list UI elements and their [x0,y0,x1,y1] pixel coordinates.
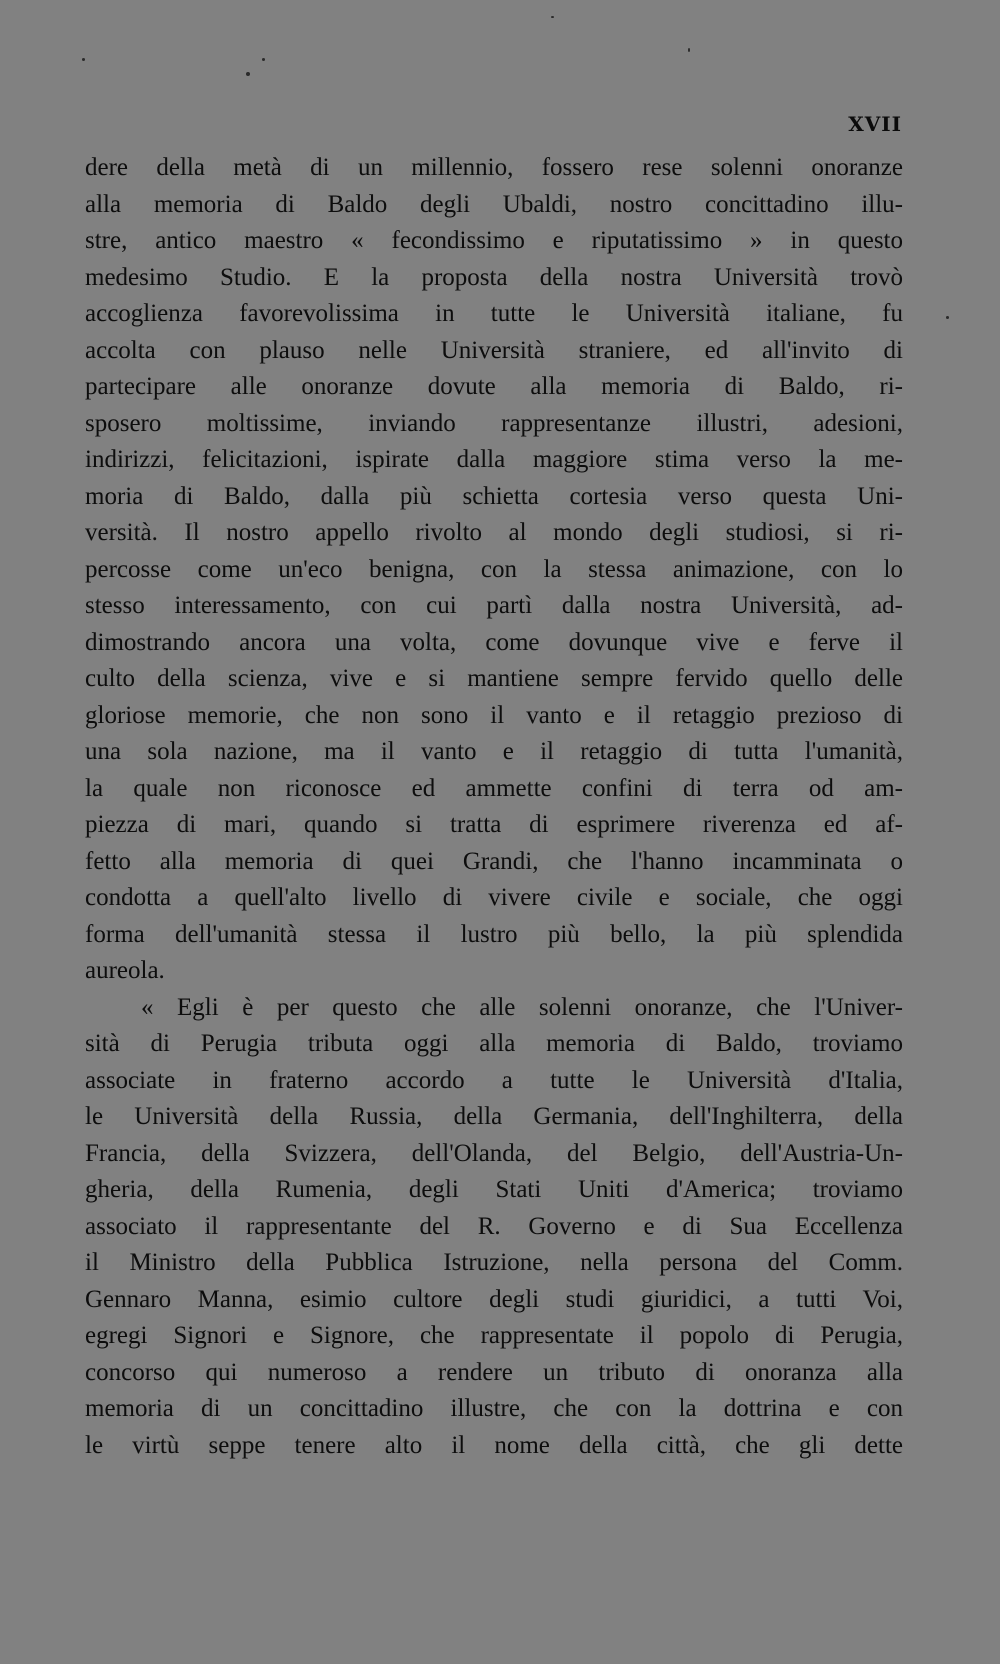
text-line: partecipare alle onoranze dovute alla memoria di Baldo, ri- [85,373,903,400]
text-line: indirizzi, felicitazioni, ispirate dalla maggiore stima verso la me- [85,446,903,473]
ink-speck [688,48,690,52]
ink-speck [262,58,265,61]
ink-speck [551,16,554,18]
text-line: piezza di mari, quando si tratta di esprimere riverenza ed af- [85,811,903,838]
text-line: Francia, della Svizzera, dell'Olanda, del Belgio, dell'Austria-Un- [85,1139,903,1167]
text-line: condotta a quell'alto livello di vivere civile e sociale, che oggi [85,884,903,911]
text-line: la quale non riconosce ed ammette confini di terra od am- [85,774,903,802]
text-line: dere della metà di un millennio, fossero rese solenni onoranze [85,154,903,181]
text-line: dimostrando ancora una volta, come dovunque vive e ferve il [85,628,903,656]
text-line: associato il rappresentante del R. Governo e di Sua Eccellenza [85,1212,903,1240]
text-line: alla memoria di Baldo degli Ubaldi, nostro concittadino illu- [85,190,903,218]
text-line: culto della scienza, vive e si mantiene sempre fervido quello delle [85,665,903,692]
text-line: sità di Perugia tributa oggi alla memoria di Baldo, troviamo [85,1030,903,1057]
ink-speck [82,58,85,61]
body-text [85,150,903,1464]
text-line: forma dell'umanità stessa il lustro più bello, la più splendida [85,920,903,948]
ink-speck [946,316,949,319]
text-line: accolta con plauso nelle Università straniere, ed all'invito di [85,336,903,364]
text-line: « Egli è per questo che alle solenni onoranze, che l'Univer- [141,993,903,1021]
text-line: gheria, della Rumenia, degli Stati Uniti d'America; troviamo [85,1176,903,1203]
text-line: le Università della Russia, della Germania, dell'Inghilterra, della [85,1103,903,1130]
text-line: Gennaro Manna, esimio cultore degli studi giuridici, a tutti Voi, [85,1285,903,1313]
text-line: associate in fraterno accordo a tutte le Università d'Italia, [85,1066,903,1094]
page-number: XVII [848,112,902,136]
text-line: accoglienza favorevolissima in tutte le Università italiane, fu [85,300,903,327]
text-line: memoria di un concittadino illustre, che con la dottrina e con [85,1395,903,1422]
text-line: egregi Signori e Signore, che rappresentate il popolo di Perugia, [85,1322,903,1349]
text-line: medesimo Studio. E la proposta della nostra Università trovò [85,263,903,291]
text-line: una sola nazione, ma il vanto e il retaggio di tutta l'umanità, [85,738,903,765]
text-line: concorso qui numeroso a rendere un tributo di onoranza alla [85,1358,903,1386]
text-line: sposero moltissime, inviando rappresentanze illustri, adesioni, [85,409,903,437]
text-line: percosse come un'eco benigna, con la stessa animazione, con lo [85,555,903,583]
text-line: aureola. [85,957,165,984]
text-line: stesso interessamento, con cui partì dalla nostra Università, ad- [85,592,903,619]
text-line: versità. Il nostro appello rivolto al mondo degli studiosi, si ri- [85,519,903,546]
text-line: il Ministro della Pubblica Istruzione, nella persona del Comm. [85,1249,903,1276]
text-line: gloriose memorie, che non sono il vanto e il retaggio prezioso di [85,701,903,729]
text-line: moria di Baldo, dalla più schietta cortesia verso questa Uni- [85,482,903,510]
text-line: fetto alla memoria di quei Grandi, che l'hanno incamminata o [85,847,903,875]
text-line: stre, antico maestro « fecondissimo e riputatissimo » in questo [85,227,903,254]
text-line: le virtù seppe tenere alto il nome della città, che gli dette [85,1431,903,1459]
ink-speck [246,72,250,76]
